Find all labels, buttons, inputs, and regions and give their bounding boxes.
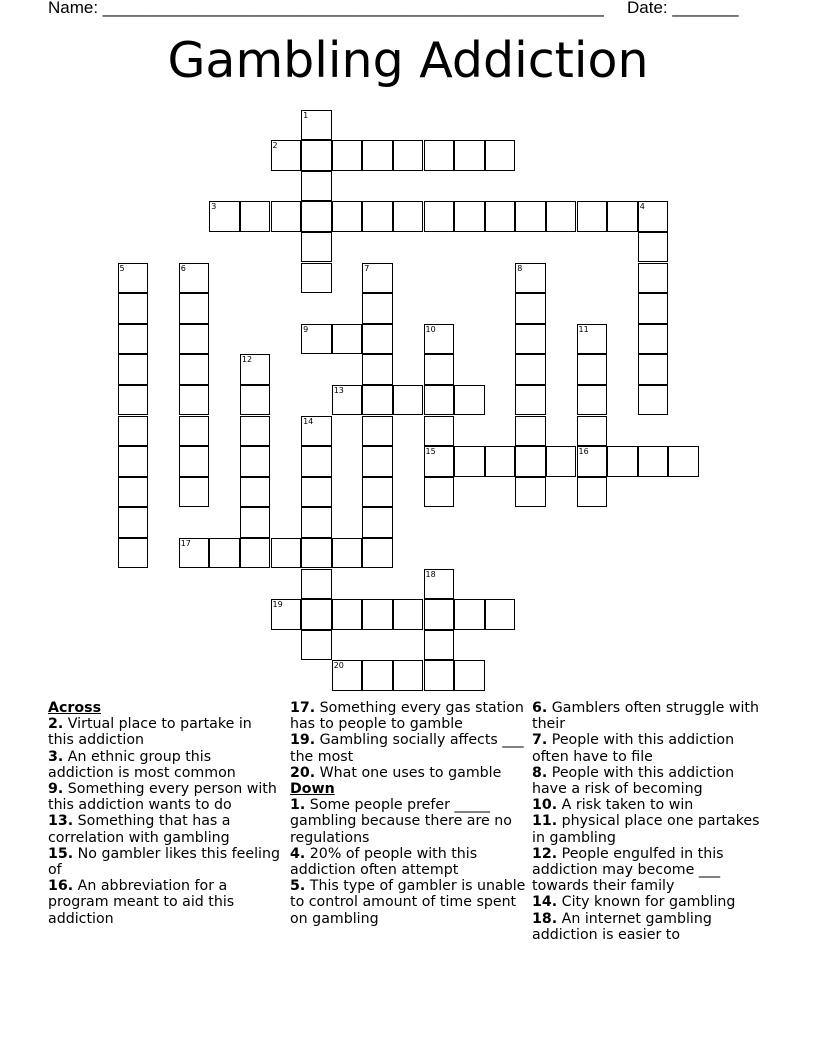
grid-cell[interactable] — [362, 140, 393, 171]
clue-number-label: 2 — [272, 141, 278, 151]
clue-down-12: 12. People engulfed in this addiction may become ___ towards their family — [532, 845, 724, 895]
grid-cell[interactable] — [240, 416, 271, 447]
grid-cell[interactable] — [393, 660, 424, 691]
clue-down-18: 18. An internet gambling addiction is easier to — [532, 910, 712, 943]
grid-cell[interactable] — [301, 477, 332, 508]
clue-number-label: 19 — [272, 600, 283, 610]
grid-cell[interactable] — [301, 263, 332, 294]
clue-number-label: 9 — [303, 324, 309, 334]
grid-cell[interactable] — [240, 385, 271, 416]
grid-cell[interactable] — [301, 171, 332, 202]
grid-cell[interactable] — [301, 569, 332, 600]
puzzle-title: Gambling Addiction — [167, 32, 649, 89]
clue-down-4: 4. 20% of people with this addiction often attempt — [290, 845, 478, 879]
grid-cell[interactable] — [393, 385, 424, 416]
grid-cell[interactable] — [362, 354, 393, 385]
clue-number-label: 20 — [333, 661, 344, 671]
grid-cell[interactable] — [240, 538, 271, 569]
grid-cell[interactable] — [515, 416, 546, 447]
clue-number-label: 8 — [517, 263, 523, 273]
grid-cell[interactable] — [118, 354, 149, 385]
grid-cell[interactable] — [515, 324, 546, 355]
grid-cell[interactable] — [485, 201, 516, 232]
grid-cell[interactable] — [515, 446, 546, 477]
clue-number-label: 14 — [303, 416, 314, 426]
clue-number-label: 16 — [578, 447, 589, 457]
grid-cell[interactable] — [577, 385, 608, 416]
grid-cell[interactable] — [209, 538, 240, 569]
grid-cell[interactable] — [454, 446, 485, 477]
grid-cell[interactable] — [301, 232, 332, 263]
clue-number-label: 1 — [303, 110, 309, 120]
grid-cell[interactable] — [638, 293, 669, 324]
grid-cell[interactable] — [271, 538, 302, 569]
clue-number-label: 11 — [578, 324, 589, 334]
grid-cell[interactable] — [454, 140, 485, 171]
grid-cell[interactable] — [362, 293, 393, 324]
clue-across-20: 20. What one uses to gamble — [290, 764, 502, 781]
grid-cell[interactable] — [515, 293, 546, 324]
grid-cell[interactable] — [362, 385, 393, 416]
grid-cell[interactable] — [577, 354, 608, 385]
clue-number-label: 13 — [333, 385, 344, 395]
grid-cell[interactable] — [485, 140, 516, 171]
grid-cell[interactable] — [424, 477, 455, 508]
clue-across-13: 13. Something that has a correlation with gambling — [48, 813, 231, 846]
grid-cell[interactable] — [638, 385, 669, 416]
grid-cell[interactable] — [577, 201, 608, 232]
grid-cell[interactable] — [332, 324, 363, 355]
clue-down-8: 8. People with this addiction have a risk of becoming — [532, 764, 735, 798]
clue-number-label: 18 — [425, 569, 436, 579]
grid-cell[interactable] — [454, 599, 485, 630]
grid-cell[interactable] — [179, 477, 210, 508]
clue-across-16: 16. An abbreviation for a program meant to aid this addiction — [48, 878, 235, 927]
clue-number-label: 7 — [364, 263, 370, 273]
grid-cell[interactable] — [118, 477, 149, 508]
clue-down-6: 6. Gamblers often struggle with their — [532, 700, 759, 733]
grid-cell[interactable] — [638, 446, 669, 477]
grid-cell[interactable] — [240, 201, 271, 232]
grid-cell[interactable] — [118, 416, 149, 447]
grid-cell[interactable] — [515, 385, 546, 416]
grid-cell[interactable] — [118, 446, 149, 477]
grid-cell[interactable] — [332, 538, 363, 569]
grid-cell[interactable] — [485, 446, 516, 477]
grid-cell[interactable] — [424, 630, 455, 661]
clue-down-5: 5. This type of gambler is unable to control amount of time spent on gambling — [290, 878, 526, 927]
clue-across-9: 9. Something every person with this addiction wants to do — [48, 781, 277, 814]
grid-cell[interactable] — [362, 538, 393, 569]
clue-number-label: 3 — [211, 202, 217, 212]
grid-cell[interactable] — [454, 385, 485, 416]
grid-cell[interactable] — [301, 201, 332, 232]
grid-cell[interactable] — [393, 201, 424, 232]
clue-number-label: 15 — [425, 447, 436, 457]
clue-number-label: 12 — [241, 355, 253, 365]
grid-cell[interactable] — [332, 599, 363, 630]
grid-cell[interactable] — [424, 660, 455, 691]
grid-cell[interactable] — [179, 416, 210, 447]
grid-cell[interactable] — [118, 385, 149, 416]
grid-cell[interactable] — [515, 354, 546, 385]
clue-across-17: 17. Something every gas station has to people to gamble — [290, 700, 524, 733]
down-heading: Down — [290, 781, 335, 798]
clue-down-11: 11. physical place one partakes in gambling — [532, 813, 760, 846]
clue-number-label: 4 — [639, 202, 645, 212]
grid-cell[interactable] — [638, 232, 669, 263]
grid-cell[interactable] — [362, 324, 393, 355]
grid-cell[interactable] — [179, 446, 210, 477]
grid-cell[interactable] — [362, 660, 393, 691]
grid-cell[interactable] — [362, 599, 393, 630]
grid-cell[interactable] — [301, 507, 332, 538]
clue-down-7: 7. People with this addiction often have to file — [532, 732, 735, 765]
clues-column-1 — [48, 700, 280, 927]
clue-across-2: 2. Virtual place to partake in this addiction — [48, 716, 252, 749]
grid-cell[interactable] — [118, 324, 149, 355]
grid-cell[interactable] — [362, 477, 393, 508]
grid-cell[interactable] — [577, 477, 608, 508]
grid-cell[interactable] — [362, 446, 393, 477]
grid-cell[interactable] — [424, 140, 455, 171]
grid-cell[interactable] — [179, 293, 210, 324]
grid-cell[interactable] — [179, 385, 210, 416]
grid-cell[interactable] — [485, 599, 516, 630]
clue-number-label: 5 — [119, 263, 125, 273]
grid-cell[interactable] — [424, 385, 455, 416]
clue-number-label: 17 — [180, 538, 191, 548]
grid-cell[interactable] — [271, 201, 302, 232]
clues-column-2 — [290, 700, 526, 927]
clue-number-label: 10 — [425, 324, 436, 334]
date-field-label: Date: _______ — [627, 0, 739, 17]
grid-cell[interactable] — [301, 630, 332, 661]
grid-cell[interactable] — [362, 507, 393, 538]
grid-cell[interactable] — [240, 477, 271, 508]
grid-cell[interactable] — [638, 324, 669, 355]
grid-cell[interactable] — [179, 324, 210, 355]
grid-cell[interactable] — [424, 354, 455, 385]
grid-cell[interactable] — [424, 201, 455, 232]
grid-cell[interactable] — [454, 660, 485, 691]
clues-column-3 — [532, 700, 772, 943]
across-heading: Across — [48, 700, 102, 716]
grid-cell[interactable] — [668, 446, 699, 477]
grid-cell[interactable] — [607, 201, 638, 232]
clue-number-label: 6 — [180, 263, 186, 273]
grid-cell[interactable] — [546, 446, 577, 477]
grid-cell[interactable] — [515, 201, 546, 232]
grid-cell[interactable] — [332, 140, 363, 171]
clue-down-1: 1. Some people prefer _____ gambling because there are no regulations — [290, 797, 512, 846]
grid-cell[interactable] — [454, 201, 485, 232]
grid-cell[interactable] — [301, 140, 332, 171]
grid-cell[interactable] — [179, 354, 210, 385]
clue-down-10: 10. A risk taken to win — [532, 797, 694, 814]
grid-cell[interactable] — [515, 477, 546, 508]
clue-across-15: 15. No gambler likes this feeling of — [48, 845, 280, 879]
grid-cell[interactable] — [118, 507, 149, 538]
grid-cell[interactable] — [301, 446, 332, 477]
clue-down-14: 14. City known for gambling — [532, 894, 736, 911]
grid-cell[interactable] — [332, 201, 363, 232]
grid-cell[interactable] — [118, 293, 149, 324]
grid-cell[interactable] — [424, 599, 455, 630]
grid-cell[interactable] — [240, 446, 271, 477]
grid-cell[interactable] — [607, 446, 638, 477]
grid-cell[interactable] — [546, 201, 577, 232]
grid-cell[interactable] — [301, 599, 332, 630]
clue-across-3: 3. An ethnic group this addiction is most common — [48, 748, 236, 781]
grid-cell[interactable] — [638, 354, 669, 385]
grid-cell[interactable] — [638, 263, 669, 294]
clue-across-19: 19. Gambling socially affects ___ the most — [290, 732, 524, 765]
grid-cell[interactable] — [424, 416, 455, 447]
grid-cell[interactable] — [362, 416, 393, 447]
grid-cell[interactable] — [393, 140, 424, 171]
grid-cell[interactable] — [393, 599, 424, 630]
grid-cell[interactable] — [240, 507, 271, 538]
grid-cell[interactable] — [118, 538, 149, 569]
grid-cell[interactable] — [577, 416, 608, 447]
grid-cell[interactable] — [362, 201, 393, 232]
name-field-label: Name: _____________________________________________________ — [48, 0, 604, 17]
grid-cell[interactable] — [301, 538, 332, 569]
